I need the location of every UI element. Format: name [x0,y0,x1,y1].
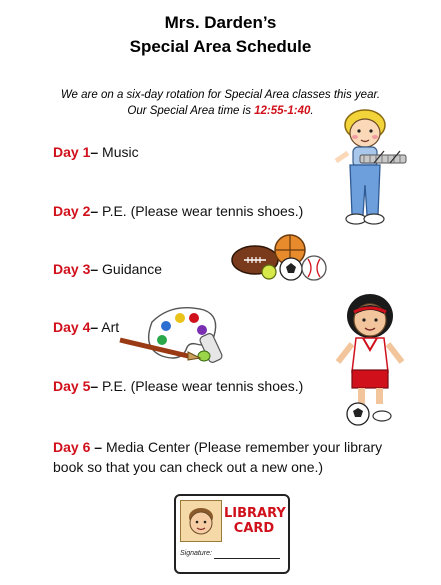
day-label: Day 4 [53,319,91,335]
library-card-title [224,506,284,536]
day-label: Day 5 [53,378,91,394]
library-card-clipart [174,494,290,574]
schedule-row-day3 [53,260,162,279]
day-activity: P.E. (Please wear tennis shoes.) [102,203,304,219]
day-dash: – [90,319,99,335]
page-title-line2: Special Area Schedule [129,37,312,56]
intro-line1: We are on a six-day rotation for Special Area classes this year. [60,89,381,101]
day-label: Day 3 [53,261,91,277]
schedule-row-day4 [53,318,119,337]
day-dash: – [90,378,99,394]
day-label: Day 6 [53,439,95,455]
day-dash: – [94,439,103,455]
art-palette-clipart [118,300,243,368]
library-card-signature-line [214,558,280,559]
soccer-girl-clipart [330,290,412,430]
day-activity: Art [101,319,120,335]
library-card-line2: CARD [233,521,275,536]
child-face-icon [181,501,221,541]
special-area-time: 12:55-1:40 [254,105,311,117]
intro-time-prefix: Our Special Area time is [127,105,255,117]
day-activity: P.E. (Please wear tennis shoes.) [102,378,304,394]
schedule-row-day1 [53,143,139,162]
music-boy-clipart [330,105,412,233]
sports-balls-clipart [230,232,332,286]
day-activity: Media Center (Please remember your library book so that you can check out a new one.) [53,439,383,475]
library-card-photo [180,500,222,542]
day-label: Day 2 [53,203,91,219]
day-dash: – [90,203,99,219]
day-dash: – [90,144,99,160]
schedule-row-day5 [53,377,303,396]
library-card-signature-label: Signature: [180,550,212,557]
page-title-line1: Mrs. Darden’s [164,13,277,32]
schedule-row-day2 [53,202,303,221]
library-card-line1: LIBRARY [224,506,286,521]
day-label: Day 1 [53,144,91,160]
day-activity: Guidance [102,261,162,277]
day-activity: Music [102,144,139,160]
intro-time-suffix: . [310,105,314,117]
day-dash: – [90,261,99,277]
schedule-row-day6 [53,437,413,477]
